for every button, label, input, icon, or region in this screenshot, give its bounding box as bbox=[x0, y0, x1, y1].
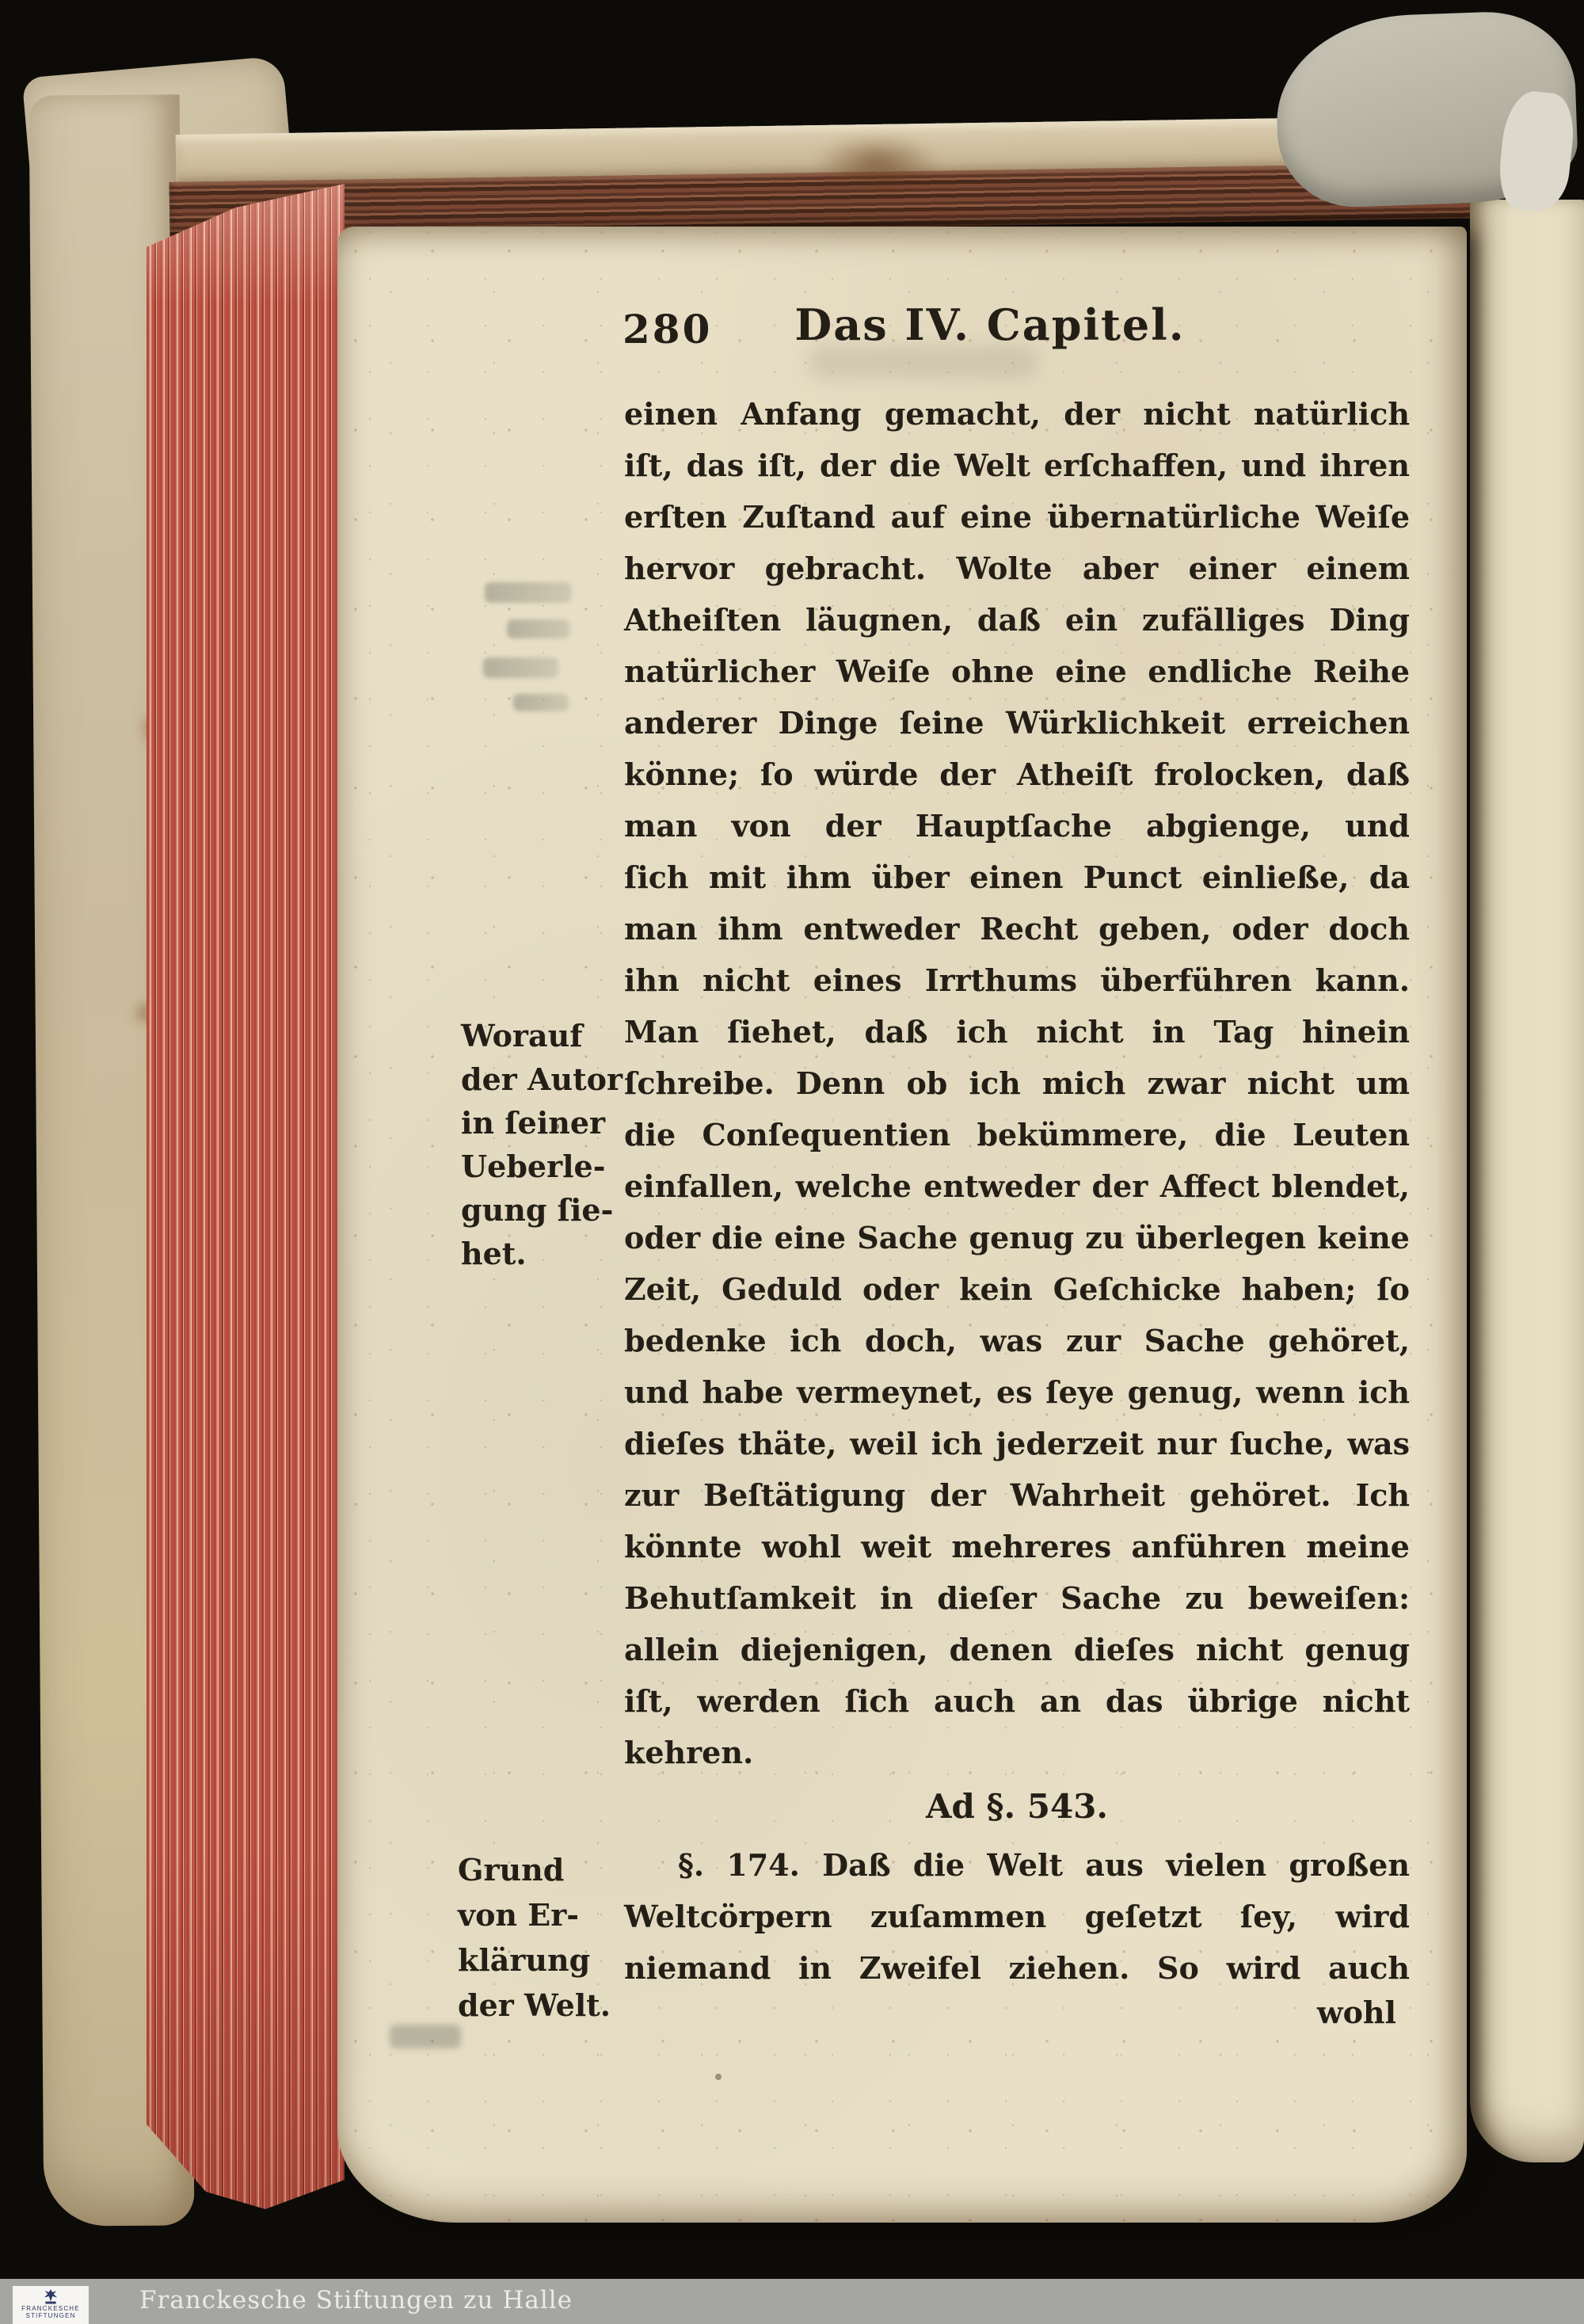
text-line: Man ſiehet, daß ich nicht in Tag hinein bbox=[624, 1014, 1410, 1050]
text-line: Atheiſten läugnen, daß ein zufälliges Ding bbox=[624, 602, 1410, 638]
ink-showthrough bbox=[513, 694, 569, 711]
logo-text-line1: FRANCKESCHE bbox=[21, 2305, 80, 2312]
margin-note-line: Ueberle- bbox=[461, 1149, 606, 1184]
ink-showthrough bbox=[507, 619, 570, 638]
margin-note-author bbox=[461, 1014, 639, 1275]
text-line: oder die eine Sache genug zu überlegen keine bbox=[624, 1220, 1410, 1255]
margin-note-line: der Welt. bbox=[458, 1987, 611, 2023]
text-line: erſten Zuſtand auf eine übernatürliche Weiſe bbox=[624, 499, 1410, 535]
text-line: Zeit, Geduld oder kein Geſchicke haben; ſo bbox=[624, 1271, 1410, 1307]
margin-note-line: het. bbox=[461, 1236, 527, 1271]
text-line: man ihm entweder Recht geben, oder doch bbox=[624, 911, 1410, 947]
ink-showthrough bbox=[483, 657, 558, 678]
logo-text-line2: STIFTUNGEN bbox=[25, 2312, 76, 2319]
margin-note-line: klärung bbox=[458, 1942, 591, 1978]
paragraph-174 bbox=[624, 1839, 1410, 1994]
text-line: Weltcörpern zuſammen geſetzt ſey, wird bbox=[624, 1899, 1410, 1934]
text-line: einfallen, welche entweder der Affect blendet, bbox=[624, 1168, 1410, 1204]
paper-specks bbox=[0, 0, 3, 3]
catchword: wohl bbox=[1316, 1994, 1396, 2030]
margin-note-line: in ſeiner bbox=[461, 1105, 606, 1141]
text-line: ſchreibe. Denn ob ich mich zwar nicht um bbox=[624, 1065, 1410, 1101]
ink-showthrough bbox=[390, 2025, 461, 2048]
text-line: Behutſamkeit in dieſer Sache zu beweiſen: bbox=[624, 1580, 1410, 1616]
ink-showthrough bbox=[808, 345, 1038, 379]
text-line: könne; ſo würde der Atheiſt frolocken, daß bbox=[624, 756, 1410, 792]
text-line: anderer Dinge ſeine Würklichkeit erreichen bbox=[624, 705, 1410, 741]
text-line: dieſes thäte, weil ich jederzeit nur ſuche, was bbox=[624, 1426, 1410, 1461]
text-line: ſich mit ihm über einen Punct einließe, da bbox=[624, 859, 1410, 895]
text-line: iſt, werden ſich auch an das übrige nicht bbox=[624, 1683, 1410, 1719]
margin-note-line: der Autor bbox=[461, 1061, 623, 1097]
text-line: niemand in Zweifel ziehen. So wird auch bbox=[624, 1950, 1410, 1986]
text-line: allein diejenigen, denen dieſes nicht genug bbox=[624, 1632, 1410, 1667]
text-line: man von der Hauptſache abgienge, und bbox=[624, 808, 1410, 844]
ink-showthrough bbox=[485, 582, 572, 603]
facing-page-edge bbox=[1470, 200, 1584, 2162]
text-line: §. 174. Daß die Welt aus vielen großen bbox=[678, 1847, 1410, 1883]
fore-edge-pages-red bbox=[147, 184, 345, 2215]
text-line: hervor gebracht. Wolte aber einer einem bbox=[624, 551, 1410, 586]
logo-caption: Franckesche Stiftungen zu Halle bbox=[139, 2286, 573, 2314]
margin-note-grund bbox=[458, 1847, 636, 2028]
text-line: könnte wohl weit mehreres anführen meine bbox=[624, 1529, 1410, 1564]
paper-stain bbox=[814, 135, 941, 192]
text-line: die Conſequentien bekümmere, die Leuten bbox=[624, 1117, 1410, 1152]
text-line: ihn nicht eines Irrthums überführen kann. bbox=[624, 962, 1410, 998]
franckesche-stiftungen-logo-icon bbox=[39, 2288, 63, 2305]
text-line: einen Anfang gemacht, der nicht natürlich bbox=[624, 396, 1410, 432]
page-number: 280 bbox=[623, 306, 713, 352]
text-line: iſt, das iſt, der die Welt erſchaffen, und ihren bbox=[624, 448, 1410, 483]
text-line: und habe vermeynet, es ſeye genug, wenn ich bbox=[624, 1374, 1410, 1410]
margin-note-line: Grund bbox=[458, 1852, 565, 1888]
margin-note-line: von Er- bbox=[458, 1897, 580, 1933]
text-line: zur Beſtätigung der Wahrheit gehöret. Ich bbox=[624, 1477, 1410, 1513]
margin-note-line: gung ſie- bbox=[461, 1192, 614, 1228]
text-line: bedenke ich doch, was zur Sache gehöret, bbox=[624, 1323, 1410, 1358]
section-reference: Ad §. 543. bbox=[925, 1787, 1109, 1826]
text-line: natürlicher Weiſe ohne eine endliche Reihe bbox=[624, 653, 1410, 689]
franckesche-logo bbox=[13, 2286, 89, 2324]
chapter-title: Das IV. Capitel. bbox=[794, 299, 1186, 350]
body-text bbox=[624, 388, 1410, 1778]
margin-note-line: Worauf bbox=[461, 1018, 583, 1053]
text-line: kehren. bbox=[624, 1735, 754, 1770]
